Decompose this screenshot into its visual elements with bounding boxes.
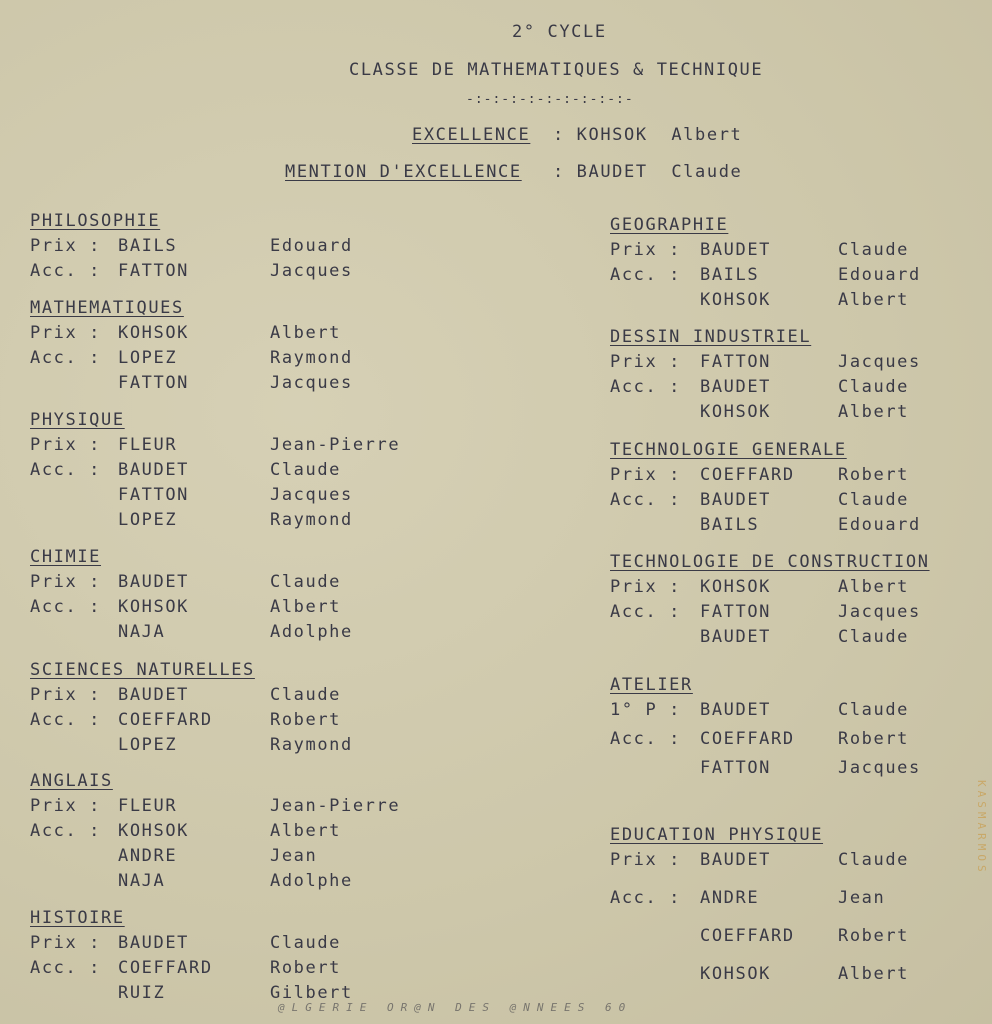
award-label: Acc. : <box>610 490 693 510</box>
award-label: Prix : <box>610 465 693 485</box>
award-label: Prix : <box>610 240 693 260</box>
award-label: Acc. : <box>610 265 693 285</box>
student-first-name: Claude <box>838 627 910 647</box>
section-title: MATHEMATIQUES <box>30 298 184 318</box>
award-label: Prix : <box>30 572 113 592</box>
student-first-name: Edouard <box>838 515 921 535</box>
award-label: Prix : <box>30 435 113 455</box>
separator: -:-:-:-:-:-:-:-:-:- <box>466 92 634 107</box>
student-last-name: BAILS <box>700 515 760 535</box>
student-first-name: Claude <box>838 700 910 720</box>
student-first-name: Albert <box>838 402 910 422</box>
award-label: Prix : <box>610 850 693 870</box>
excellence-name: : KOHSOK Albert <box>553 125 743 145</box>
student-first-name: Albert <box>270 323 342 343</box>
student-first-name: Raymond <box>270 348 353 368</box>
student-last-name: BAILS <box>118 236 178 256</box>
section-title: PHILOSOPHIE <box>30 211 161 231</box>
side-mark: KASMARMOS <box>975 780 988 876</box>
award-label: Acc. : <box>30 460 113 480</box>
student-first-name: Claude <box>270 685 342 705</box>
student-last-name: FLEUR <box>118 435 178 455</box>
student-first-name: Robert <box>838 926 910 946</box>
student-last-name: BAUDET <box>118 460 190 480</box>
student-last-name: BAUDET <box>700 627 772 647</box>
award-label: Acc. : <box>30 261 113 281</box>
award-label: Acc. : <box>610 602 693 622</box>
student-first-name: Albert <box>270 821 342 841</box>
section-title: ANGLAIS <box>30 771 113 791</box>
student-first-name: Claude <box>838 240 910 260</box>
student-last-name: COEFFARD <box>700 465 795 485</box>
student-first-name: Albert <box>838 964 910 984</box>
award-label: Prix : <box>30 323 113 343</box>
student-last-name: COEFFARD <box>118 710 213 730</box>
student-last-name: FATTON <box>118 485 190 505</box>
award-label: Prix : <box>30 796 113 816</box>
section-title: SCIENCES NATURELLES <box>30 660 255 680</box>
student-first-name: Claude <box>270 933 342 953</box>
student-last-name: LOPEZ <box>118 510 178 530</box>
student-first-name: Edouard <box>270 236 353 256</box>
cycle-title: 2° CYCLE <box>512 22 607 42</box>
award-label: 1° P : <box>610 700 693 720</box>
student-last-name: BAUDET <box>118 933 190 953</box>
award-label: Acc. : <box>30 958 113 978</box>
student-last-name: FATTON <box>700 758 772 778</box>
student-first-name: Jean-Pierre <box>270 435 401 455</box>
student-first-name: Jacques <box>270 373 353 393</box>
student-last-name: BAUDET <box>700 490 772 510</box>
student-last-name: BAUDET <box>700 377 772 397</box>
student-first-name: Claude <box>270 460 342 480</box>
section-title: CHIMIE <box>30 547 102 567</box>
student-first-name: Albert <box>270 597 342 617</box>
student-first-name: Jacques <box>838 352 921 372</box>
award-label: Prix : <box>610 352 693 372</box>
student-first-name: Robert <box>838 729 910 749</box>
class-title: CLASSE DE MATHEMATIQUES & TECHNIQUE <box>349 60 764 80</box>
excellence-label: EXCELLENCE <box>412 125 531 145</box>
student-last-name: COEFFARD <box>118 958 213 978</box>
student-first-name: Jean-Pierre <box>270 796 401 816</box>
award-label: Acc. : <box>30 597 113 617</box>
student-first-name: Jacques <box>838 758 921 778</box>
student-last-name: FLEUR <box>118 796 178 816</box>
student-last-name: KOHSOK <box>700 964 772 984</box>
student-last-name: NAJA <box>118 871 166 891</box>
student-first-name: Claude <box>838 850 910 870</box>
student-first-name: Gilbert <box>270 983 353 1003</box>
student-first-name: Adolphe <box>270 871 353 891</box>
award-label: Acc. : <box>610 729 693 749</box>
section-title: ATELIER <box>610 675 693 695</box>
award-label: Acc. : <box>30 348 113 368</box>
watermark: @LGERIE OR@N DES @NNEES 60 <box>278 1001 633 1014</box>
student-last-name: ANDRE <box>700 888 760 908</box>
student-first-name: Jean <box>270 846 318 866</box>
section-title: GEOGRAPHIE <box>610 215 729 235</box>
student-last-name: BAUDET <box>700 240 772 260</box>
student-last-name: FATTON <box>700 602 772 622</box>
mention-name: : BAUDET Claude <box>553 162 743 182</box>
student-last-name: NAJA <box>118 622 166 642</box>
student-last-name: KOHSOK <box>700 402 772 422</box>
section-title: HISTOIRE <box>30 908 125 928</box>
student-first-name: Jacques <box>270 485 353 505</box>
student-first-name: Robert <box>838 465 910 485</box>
student-last-name: KOHSOK <box>118 597 190 617</box>
student-first-name: Claude <box>838 377 910 397</box>
section-title: DESSIN INDUSTRIEL <box>610 327 812 347</box>
award-label: Acc. : <box>610 377 693 397</box>
student-first-name: Albert <box>838 577 910 597</box>
student-last-name: COEFFARD <box>700 729 795 749</box>
student-last-name: KOHSOK <box>118 821 190 841</box>
award-label: Prix : <box>30 685 113 705</box>
student-last-name: FATTON <box>118 373 190 393</box>
student-last-name: RUIZ <box>118 983 166 1003</box>
student-last-name: FATTON <box>118 261 190 281</box>
student-last-name: FATTON <box>700 352 772 372</box>
student-last-name: LOPEZ <box>118 735 178 755</box>
section-title: TECHNOLOGIE DE CONSTRUCTION <box>610 552 930 572</box>
student-last-name: BAUDET <box>118 572 190 592</box>
student-last-name: BAILS <box>700 265 760 285</box>
student-last-name: COEFFARD <box>700 926 795 946</box>
student-last-name: BAUDET <box>700 700 772 720</box>
award-label: Prix : <box>610 577 693 597</box>
student-first-name: Jacques <box>838 602 921 622</box>
student-first-name: Raymond <box>270 510 353 530</box>
student-last-name: KOHSOK <box>700 577 772 597</box>
section-title: TECHNOLOGIE GENERALE <box>610 440 847 460</box>
award-label: Acc. : <box>30 710 113 730</box>
section-title: PHYSIQUE <box>30 410 125 430</box>
student-last-name: BAUDET <box>700 850 772 870</box>
award-label: Acc. : <box>610 888 693 908</box>
award-label: Prix : <box>30 236 113 256</box>
award-label: Prix : <box>30 933 113 953</box>
student-first-name: Raymond <box>270 735 353 755</box>
student-last-name: KOHSOK <box>700 290 772 310</box>
section-title: EDUCATION PHYSIQUE <box>610 825 824 845</box>
student-last-name: KOHSOK <box>118 323 190 343</box>
student-first-name: Jacques <box>270 261 353 281</box>
student-last-name: LOPEZ <box>118 348 178 368</box>
student-first-name: Claude <box>270 572 342 592</box>
student-first-name: Adolphe <box>270 622 353 642</box>
student-last-name: ANDRE <box>118 846 178 866</box>
mention-label: MENTION D'EXCELLENCE <box>285 162 522 182</box>
student-last-name: BAUDET <box>118 685 190 705</box>
student-first-name: Albert <box>838 290 910 310</box>
student-first-name: Robert <box>270 958 342 978</box>
student-first-name: Jean <box>838 888 886 908</box>
award-label: Acc. : <box>30 821 113 841</box>
student-first-name: Claude <box>838 490 910 510</box>
student-first-name: Edouard <box>838 265 921 285</box>
student-first-name: Robert <box>270 710 342 730</box>
